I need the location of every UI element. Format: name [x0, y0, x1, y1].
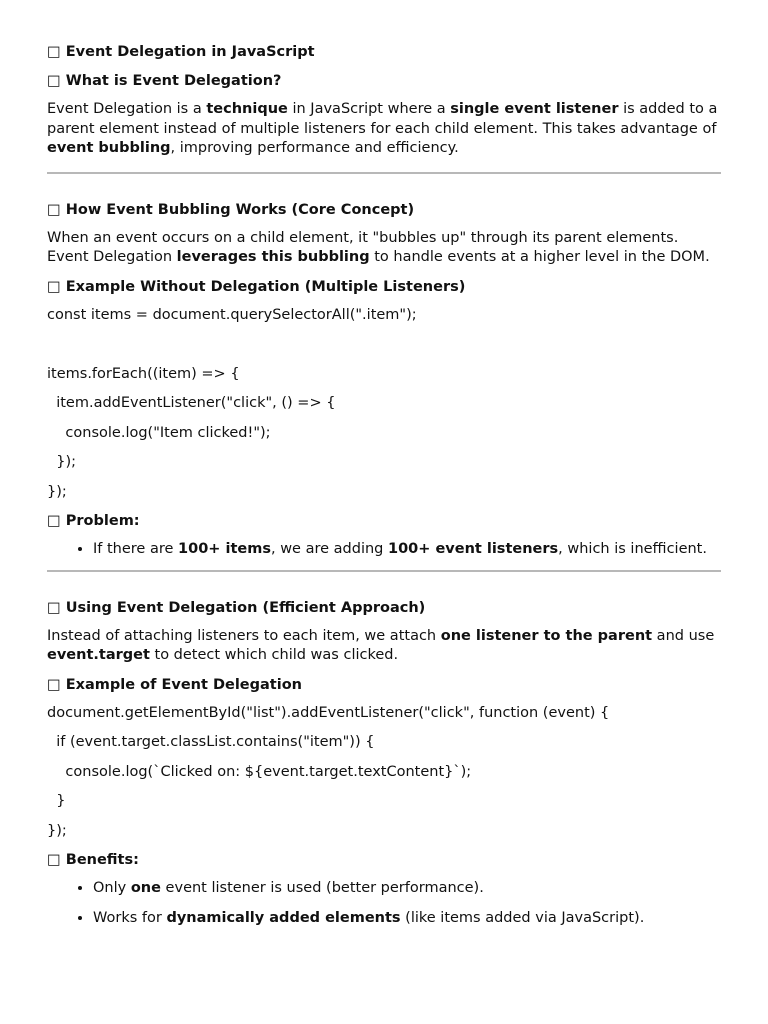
emoji-placeholder-icon: □	[47, 44, 61, 60]
bold-run: single event listener	[450, 101, 619, 117]
list-item	[93, 909, 721, 929]
benefits-heading	[47, 850, 721, 870]
section-heading-without-delegation	[47, 277, 721, 297]
problem-label: Problem:	[65, 513, 140, 529]
code-line: });	[47, 454, 76, 470]
code-line: if (event.target.classList.contains("item")) {	[47, 734, 375, 750]
section-heading-text: Example Without Delegation (Multiple Listeners)	[65, 278, 466, 295]
emoji-placeholder-icon: □	[47, 278, 61, 295]
bold-run: event.target	[47, 647, 150, 663]
bold-run: technique	[206, 101, 288, 117]
section-heading-example-delegation	[47, 675, 721, 695]
doc-title	[47, 42, 721, 62]
bold-run: 100+ items	[178, 541, 271, 557]
code-line: }	[47, 793, 66, 809]
section-heading-using-delegation	[47, 598, 721, 618]
text-run: Only	[93, 880, 131, 896]
benefits-list	[47, 879, 721, 928]
section-heading-what-is	[47, 71, 721, 91]
code-line: items.forEach((item) => {	[47, 365, 240, 382]
code-line: document.getElementById("list").addEventListener("click", function (event) {	[47, 704, 610, 721]
code-line	[47, 335, 721, 355]
text-run: is added to a parent element instead of multiple listeners for each child element. This takes advantage of	[47, 101, 718, 137]
divider	[47, 570, 721, 572]
bold-run: one	[130, 880, 161, 896]
bold-run: 100+ event listeners	[387, 541, 559, 557]
code-block-delegation	[47, 704, 721, 842]
emoji-placeholder-icon: □	[47, 599, 61, 616]
divider	[47, 172, 721, 174]
text-run: If there are	[93, 541, 179, 557]
text-run: Works for	[93, 909, 167, 926]
bold-run: leverages this bubbling	[176, 249, 370, 265]
emoji-placeholder-icon: □	[47, 852, 61, 868]
list-item	[93, 540, 721, 560]
bold-run: dynamically added elements	[166, 909, 401, 926]
section-heading-text: How Event Bubbling Works (Core Concept)	[65, 201, 415, 218]
problem-list	[47, 540, 721, 560]
code-line: item.addEventListener("click", () => {	[47, 395, 336, 411]
paragraph-what-is	[47, 100, 721, 159]
code-line: });	[47, 822, 67, 839]
text-run: to handle events at a higher level in the DOM.	[369, 249, 710, 265]
text-run: in JavaScript where a	[287, 101, 451, 117]
section-heading-text: Using Event Delegation (Efficient Approach)	[65, 599, 426, 616]
paragraph-bubbling	[47, 229, 721, 268]
benefits-label: Benefits:	[65, 852, 139, 868]
text-run: When an event occurs on a child element, it "bubbles up" through its parent elements. Event Delegation	[47, 229, 679, 265]
bold-run: one listener to the parent	[440, 627, 653, 644]
emoji-placeholder-icon: □	[47, 201, 61, 218]
list-item	[93, 879, 721, 899]
code-line: console.log(`Clicked on: ${event.target.textContent}`);	[47, 763, 472, 780]
section-heading-text: Example of Event Delegation	[65, 676, 302, 693]
text-run: Instead of attaching listeners to each item, we attach	[47, 627, 441, 644]
code-line: const items = document.querySelectorAll(".item");	[47, 306, 417, 323]
text-run: , which is inefficient.	[558, 541, 707, 557]
text-run: , we are adding	[270, 541, 388, 557]
text-run: (like items added via JavaScript).	[400, 909, 645, 926]
code-line: });	[47, 483, 67, 500]
code-block-without-delegation	[47, 306, 721, 503]
section-heading-bubbling	[47, 200, 721, 220]
section-heading-text: What is Event Delegation?	[65, 73, 282, 89]
emoji-placeholder-icon: □	[47, 676, 61, 693]
text-run: event listener is used (better performance).	[160, 880, 484, 896]
bold-run: event bubbling	[47, 140, 171, 156]
text-run: , improving performance and efficiency.	[170, 140, 459, 156]
doc-title-text: Event Delegation in JavaScript	[65, 44, 315, 60]
text-run: Event Delegation is a	[47, 101, 207, 117]
text-run: to detect which child was clicked.	[149, 647, 399, 663]
emoji-placeholder-icon: □	[47, 513, 61, 529]
paragraph-using-delegation	[47, 627, 721, 666]
code-line: console.log("Item clicked!");	[47, 424, 271, 441]
emoji-placeholder-icon: □	[47, 73, 61, 89]
problem-heading	[47, 511, 721, 531]
text-run: and use	[652, 627, 715, 644]
